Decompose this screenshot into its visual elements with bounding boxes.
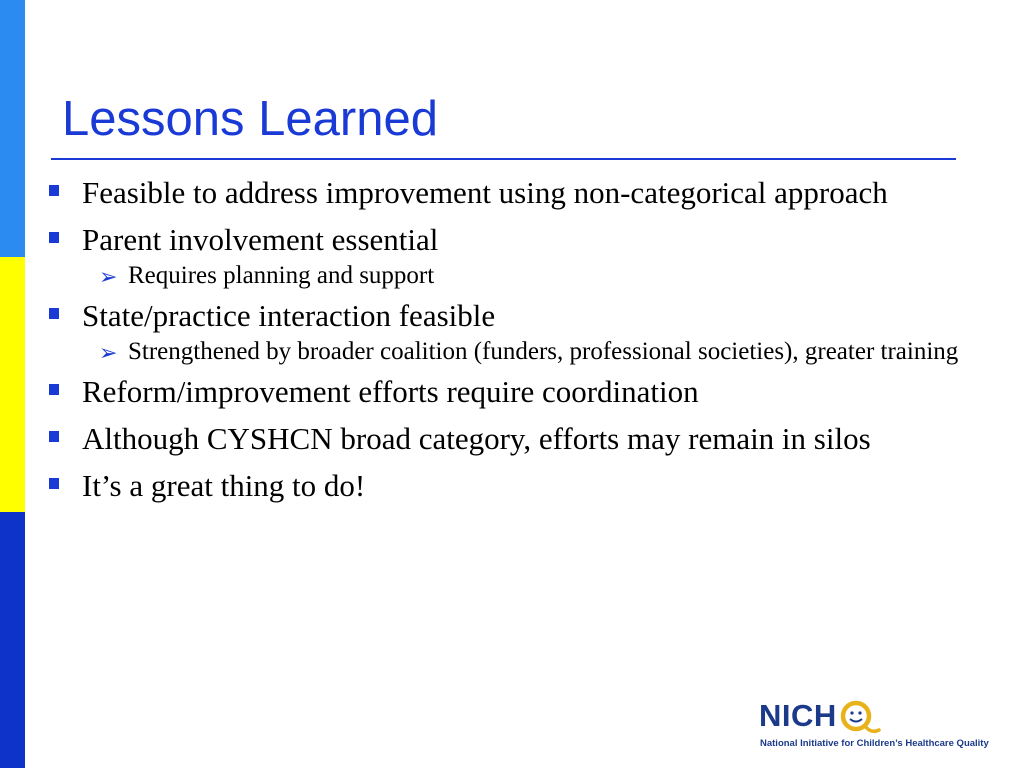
bullet-list: [45, 168, 995, 508]
slide-title: Lessons Learned: [62, 92, 438, 146]
bullet-item: [45, 218, 995, 262]
bullet-item: [45, 171, 995, 215]
sub-bullet-text: Requires planning and support: [128, 262, 435, 289]
sub-bullet-item: [45, 334, 995, 369]
side-bar-bottom: [0, 512, 25, 768]
bullet-text: Although CYSHCN broad category, efforts may remain in silos: [82, 421, 871, 456]
logo-wordmark: NICH: [759, 698, 837, 733]
square-bullet-icon: [49, 308, 59, 319]
bullet-item: [45, 417, 995, 461]
side-bar-top: [0, 0, 25, 257]
arrow-bullet-icon: ➢: [99, 264, 118, 289]
bullet-text: Parent involvement essential: [82, 222, 439, 257]
q-smiley-icon: [839, 698, 881, 736]
bullet-item: [45, 464, 995, 508]
bullet-text: It’s a great thing to do!: [82, 468, 366, 503]
sub-bullet-text: Strengthened by broader coalition (funders, professional societies), greater training: [128, 338, 959, 365]
nichq-logo: [758, 696, 989, 756]
bullet-item: [45, 370, 995, 414]
logo-tagline: National Initiative for Children’s Healthcare Quality: [760, 738, 989, 749]
sub-bullet-item: [45, 258, 995, 293]
side-bar-middle: [0, 257, 25, 512]
bullet-text: State/practice interaction feasible: [82, 298, 496, 333]
square-bullet-icon: [49, 185, 59, 196]
bullet-item: [45, 294, 995, 338]
square-bullet-icon: [49, 431, 59, 442]
square-bullet-icon: [49, 384, 59, 395]
bullet-text: Reform/improvement efforts require coordination: [82, 374, 699, 409]
square-bullet-icon: [49, 478, 59, 489]
title-rule: [51, 158, 956, 160]
arrow-bullet-icon: ➢: [99, 340, 118, 365]
square-bullet-icon: [49, 232, 59, 243]
bullet-text: Feasible to address improvement using non-categorical approach: [82, 175, 888, 210]
